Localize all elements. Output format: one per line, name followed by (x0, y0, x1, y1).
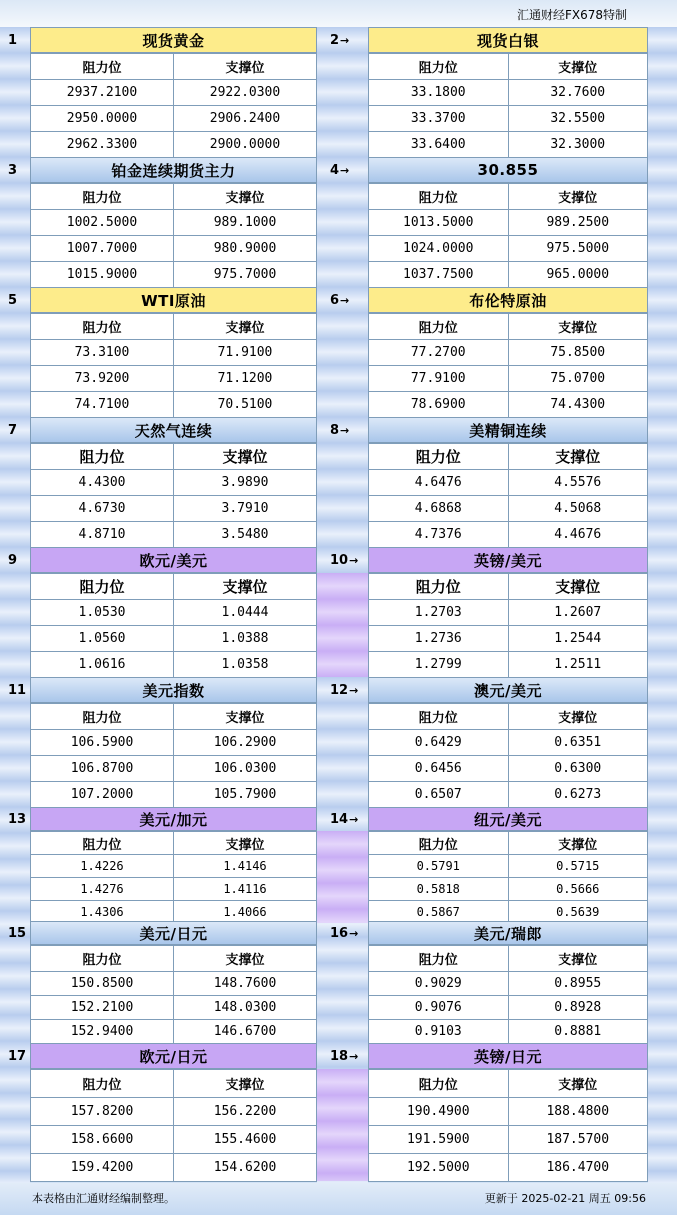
resistance-value: 4.6868 (369, 496, 509, 522)
support-value: 3.9890 (174, 470, 317, 496)
resistance-value: 192.5000 (369, 1154, 509, 1182)
table-row (369, 626, 648, 652)
table-row (31, 210, 317, 236)
section-number (330, 1043, 368, 1069)
resistance-value: 1.0530 (31, 600, 174, 626)
section-title: 布伦特原油 (368, 287, 648, 313)
resistance-value: 0.6429 (369, 730, 509, 756)
table-row (31, 1154, 317, 1182)
quote-table (368, 53, 648, 158)
section-title: 美元/加元 (30, 807, 317, 831)
resistance-value: 0.6507 (369, 782, 509, 808)
support-value: 4.5576 (508, 470, 648, 496)
table-row (31, 1020, 317, 1044)
support-header: 支撑位 (508, 54, 648, 80)
resistance-value: 74.7100 (31, 392, 174, 418)
support-header: 支撑位 (174, 574, 317, 600)
resistance-header: 阻力位 (369, 574, 509, 600)
support-value: 188.4800 (508, 1098, 648, 1126)
quote-table (368, 183, 648, 288)
resistance-value: 1.4276 (31, 878, 174, 901)
resistance-value: 2950.0000 (31, 106, 174, 132)
resistance-value: 107.2000 (31, 782, 174, 808)
table-row (31, 730, 317, 756)
table-row (369, 1154, 648, 1182)
quote-table (368, 1069, 648, 1182)
support-value: 156.2200 (174, 1098, 317, 1126)
support-value: 2900.0000 (174, 132, 317, 158)
table-row (31, 756, 317, 782)
table-row (31, 366, 317, 392)
support-header: 支撑位 (174, 54, 317, 80)
support-value: 0.6273 (508, 782, 648, 808)
support-value: 71.9100 (174, 340, 317, 366)
resistance-value: 158.6600 (31, 1126, 174, 1154)
support-header: 支撑位 (508, 832, 648, 855)
table-row (31, 470, 317, 496)
resistance-value: 33.1800 (369, 80, 509, 106)
table-row (369, 210, 648, 236)
resistance-value: 1002.5000 (31, 210, 174, 236)
arrow-right-icon: → (340, 293, 350, 307)
support-value: 75.0700 (508, 366, 648, 392)
support-value: 4.5068 (508, 496, 648, 522)
section-number-text: 7 (8, 422, 18, 438)
section-number (330, 921, 368, 945)
table-row (369, 106, 648, 132)
middle-accent-strip (317, 573, 368, 677)
section-number-text: 10 (330, 552, 349, 568)
support-value: 980.9000 (174, 236, 317, 262)
resistance-value: 106.8700 (31, 756, 174, 782)
support-value: 1.0358 (174, 652, 317, 678)
table-row (369, 496, 648, 522)
support-value: 75.8500 (508, 340, 648, 366)
section-number (8, 547, 30, 573)
support-header: 支撑位 (174, 184, 317, 210)
resistance-value: 190.4900 (369, 1098, 509, 1126)
middle-accent-strip (317, 1069, 368, 1181)
table-row (369, 1098, 648, 1126)
section-number-text: 17 (8, 1048, 27, 1064)
section-number (330, 27, 368, 53)
resistance-header: 阻力位 (31, 704, 174, 730)
support-header: 支撑位 (508, 574, 648, 600)
support-header: 支撑位 (174, 704, 317, 730)
resistance-value: 33.6400 (369, 132, 509, 158)
section-number (8, 921, 30, 945)
table-row (369, 972, 648, 996)
arrow-right-icon: → (349, 1049, 359, 1063)
section-title: 现货黄金 (30, 27, 317, 53)
support-value: 32.3000 (508, 132, 648, 158)
support-value: 0.6351 (508, 730, 648, 756)
resistance-header: 阻力位 (31, 444, 174, 470)
table-row (31, 106, 317, 132)
resistance-value: 0.5867 (369, 901, 509, 924)
resistance-value: 1037.7500 (369, 262, 509, 288)
resistance-header: 阻力位 (31, 574, 174, 600)
support-header: 支撑位 (508, 946, 648, 972)
table-row (31, 132, 317, 158)
update-time: 更新于 2025-02-21 周五 09:56 (484, 1192, 646, 1205)
section-title: 澳元/美元 (368, 677, 648, 703)
support-value: 1.4146 (174, 855, 317, 878)
table-row (369, 522, 648, 548)
table-row (31, 972, 317, 996)
section-number-text: 13 (8, 811, 27, 827)
table-row (369, 80, 648, 106)
support-header: 支撑位 (174, 444, 317, 470)
table-row (369, 730, 648, 756)
resistance-value: 191.5900 (369, 1126, 509, 1154)
resistance-value: 1.0560 (31, 626, 174, 652)
resistance-value: 1013.5000 (369, 210, 509, 236)
support-value: 148.7600 (174, 972, 317, 996)
resistance-value: 1007.7000 (31, 236, 174, 262)
resistance-value: 1.2703 (369, 600, 509, 626)
resistance-value: 159.4200 (31, 1154, 174, 1182)
support-value: 70.5100 (174, 392, 317, 418)
resistance-value: 4.6476 (369, 470, 509, 496)
resistance-header: 阻力位 (369, 314, 509, 340)
section-title: 美元指数 (30, 677, 317, 703)
resistance-value: 77.9100 (369, 366, 509, 392)
support-header: 支撑位 (508, 444, 648, 470)
section-title: 欧元/日元 (30, 1043, 317, 1069)
section-number (330, 287, 368, 313)
resistance-value: 4.8710 (31, 522, 174, 548)
quote-table (30, 573, 317, 678)
support-value: 74.4300 (508, 392, 648, 418)
section-number-text: 1 (8, 32, 18, 48)
section-number-text: 15 (8, 925, 27, 941)
section-number-text: 14 (330, 811, 349, 827)
support-header: 支撑位 (174, 832, 317, 855)
section-number (8, 1043, 30, 1069)
support-value: 1.2511 (508, 652, 648, 678)
support-value: 146.6700 (174, 1020, 317, 1044)
resistance-value: 73.3100 (31, 340, 174, 366)
section-number (8, 677, 30, 703)
resistance-value: 4.6730 (31, 496, 174, 522)
table-row (31, 1126, 317, 1154)
footer-note: 本表格由汇通财经编制整理。 (32, 1192, 175, 1205)
top-bar (0, 0, 677, 27)
table-row (369, 236, 648, 262)
resistance-value: 0.9076 (369, 996, 509, 1020)
quote-table (30, 945, 317, 1044)
right-decor-strip (648, 27, 677, 1183)
resistance-header: 阻力位 (369, 54, 509, 80)
section-number-text: 8 (330, 422, 340, 438)
support-value: 1.2544 (508, 626, 648, 652)
quote-table (30, 53, 317, 158)
table-row (31, 878, 317, 901)
section-number (330, 547, 368, 573)
table-row (31, 236, 317, 262)
section-number-text: 2 (330, 32, 340, 48)
support-value: 975.5000 (508, 236, 648, 262)
section-title: 英镑/日元 (368, 1043, 648, 1069)
support-header: 支撑位 (174, 1070, 317, 1098)
resistance-value: 0.5818 (369, 878, 509, 901)
section-title: 天然气连续 (30, 417, 317, 443)
support-value: 3.5480 (174, 522, 317, 548)
table-row (369, 132, 648, 158)
resistance-value: 4.4300 (31, 470, 174, 496)
arrow-right-icon: → (340, 423, 350, 437)
support-header: 支撑位 (508, 704, 648, 730)
resistance-value: 152.9400 (31, 1020, 174, 1044)
quote-table (368, 573, 648, 678)
resistance-value: 33.3700 (369, 106, 509, 132)
table-row (369, 1126, 648, 1154)
resistance-value: 2937.2100 (31, 80, 174, 106)
table-row (369, 340, 648, 366)
support-value: 106.2900 (174, 730, 317, 756)
section-number (330, 807, 368, 831)
table-row (31, 652, 317, 678)
support-value: 105.7900 (174, 782, 317, 808)
support-value: 0.8955 (508, 972, 648, 996)
resistance-value: 1.2799 (369, 652, 509, 678)
support-value: 4.4676 (508, 522, 648, 548)
table-row (31, 392, 317, 418)
resistance-header: 阻力位 (369, 946, 509, 972)
table-row (31, 855, 317, 878)
quote-table (368, 313, 648, 418)
middle-accent-strip (317, 831, 368, 923)
support-value: 0.5666 (508, 878, 648, 901)
quote-table (368, 831, 648, 924)
support-header: 支撑位 (508, 314, 648, 340)
section-number-text: 9 (8, 552, 18, 568)
resistance-value: 1024.0000 (369, 236, 509, 262)
support-value: 0.5639 (508, 901, 648, 924)
section-title: 铂金连续期货主力 (30, 157, 317, 183)
arrow-right-icon: → (349, 812, 359, 826)
resistance-header: 阻力位 (369, 184, 509, 210)
support-value: 186.4700 (508, 1154, 648, 1182)
section-number (8, 27, 30, 53)
section-number (8, 287, 30, 313)
footer (0, 1183, 677, 1215)
resistance-header: 阻力位 (31, 314, 174, 340)
section-number-text: 5 (8, 292, 18, 308)
support-value: 0.5715 (508, 855, 648, 878)
support-value: 187.5700 (508, 1126, 648, 1154)
table-row (369, 652, 648, 678)
quote-table (30, 443, 317, 548)
table-row (369, 470, 648, 496)
support-value: 2906.2400 (174, 106, 317, 132)
table-row (369, 600, 648, 626)
quote-table (30, 1069, 317, 1182)
section-title: 美元/瑞郎 (368, 921, 648, 945)
table-row (31, 996, 317, 1020)
arrow-right-icon: → (340, 163, 350, 177)
table-row (369, 855, 648, 878)
resistance-header: 阻力位 (369, 444, 509, 470)
table-row (31, 600, 317, 626)
resistance-header: 阻力位 (31, 946, 174, 972)
support-value: 989.1000 (174, 210, 317, 236)
table-row (31, 1098, 317, 1126)
support-value: 3.7910 (174, 496, 317, 522)
quote-table (30, 831, 317, 924)
section-number (330, 417, 368, 443)
quote-table (368, 703, 648, 808)
resistance-value: 77.2700 (369, 340, 509, 366)
resistance-value: 0.5791 (369, 855, 509, 878)
support-value: 155.4600 (174, 1126, 317, 1154)
arrow-right-icon: → (349, 683, 359, 697)
section-title: WTI原油 (30, 287, 317, 313)
resistance-value: 0.9103 (369, 1020, 509, 1044)
quote-table (368, 443, 648, 548)
brand-label: 汇通财经FX678特制 (516, 8, 627, 22)
resistance-header: 阻力位 (31, 184, 174, 210)
table-row (369, 392, 648, 418)
section-number (330, 157, 368, 183)
table-row (369, 878, 648, 901)
support-value: 1.2607 (508, 600, 648, 626)
resistance-value: 1.2736 (369, 626, 509, 652)
section-number-text: 12 (330, 682, 349, 698)
resistance-header: 阻力位 (369, 1070, 509, 1098)
table-row (31, 340, 317, 366)
quote-table (30, 313, 317, 418)
section-title: 纽元/美元 (368, 807, 648, 831)
section-number-text: 3 (8, 162, 18, 178)
support-value: 32.5500 (508, 106, 648, 132)
arrow-right-icon: → (349, 553, 359, 567)
support-value: 148.0300 (174, 996, 317, 1020)
table-row (369, 262, 648, 288)
section-title: 美元/日元 (30, 921, 317, 945)
arrow-right-icon: → (349, 926, 359, 940)
table-row (31, 626, 317, 652)
table-row (31, 262, 317, 288)
support-value: 0.6300 (508, 756, 648, 782)
table-row (369, 782, 648, 808)
resistance-value: 157.8200 (31, 1098, 174, 1126)
section-title: 英镑/美元 (368, 547, 648, 573)
resistance-value: 1.0616 (31, 652, 174, 678)
support-value: 965.0000 (508, 262, 648, 288)
table-row (369, 1020, 648, 1044)
resistance-header: 阻力位 (31, 1070, 174, 1098)
arrow-right-icon: → (340, 33, 350, 47)
section-number (8, 157, 30, 183)
table-row (369, 366, 648, 392)
resistance-value: 78.6900 (369, 392, 509, 418)
section-number-text: 11 (8, 682, 27, 698)
resistance-header: 阻力位 (369, 704, 509, 730)
support-value: 71.1200 (174, 366, 317, 392)
table-row (31, 80, 317, 106)
support-header: 支撑位 (174, 946, 317, 972)
section-title: 美精铜连续 (368, 417, 648, 443)
resistance-value: 152.2100 (31, 996, 174, 1020)
table-row (31, 782, 317, 808)
support-header: 支撑位 (174, 314, 317, 340)
resistance-value: 0.9029 (369, 972, 509, 996)
section-number (8, 417, 30, 443)
table-row (31, 522, 317, 548)
section-title: 现货白银 (368, 27, 648, 53)
support-value: 1.0444 (174, 600, 317, 626)
resistance-value: 2962.3300 (31, 132, 174, 158)
support-value: 1.4116 (174, 878, 317, 901)
resistance-header: 阻力位 (369, 832, 509, 855)
support-value: 1.4066 (174, 901, 317, 924)
table-row (369, 756, 648, 782)
section-number (8, 807, 30, 831)
support-value: 2922.0300 (174, 80, 317, 106)
quote-table (368, 945, 648, 1044)
support-value: 0.8881 (508, 1020, 648, 1044)
resistance-value: 1015.9000 (31, 262, 174, 288)
quote-table (30, 703, 317, 808)
support-header: 支撑位 (508, 1070, 648, 1098)
section-title: 欧元/美元 (30, 547, 317, 573)
support-value: 0.8928 (508, 996, 648, 1020)
section-number-text: 4 (330, 162, 340, 178)
support-value: 106.0300 (174, 756, 317, 782)
section-number-text: 18 (330, 1048, 349, 1064)
resistance-value: 106.5900 (31, 730, 174, 756)
quote-table (30, 183, 317, 288)
section-number (330, 677, 368, 703)
section-number-text: 16 (330, 925, 349, 941)
left-decor-strip (0, 27, 30, 1183)
section-title: 30.855 (368, 157, 648, 183)
resistance-header: 阻力位 (31, 54, 174, 80)
support-value: 975.7000 (174, 262, 317, 288)
support-header: 支撑位 (508, 184, 648, 210)
resistance-value: 150.8500 (31, 972, 174, 996)
resistance-header: 阻力位 (31, 832, 174, 855)
resistance-value: 73.9200 (31, 366, 174, 392)
table-row (369, 996, 648, 1020)
section-number-text: 6 (330, 292, 340, 308)
support-value: 989.2500 (508, 210, 648, 236)
resistance-value: 1.4226 (31, 855, 174, 878)
support-value: 154.6200 (174, 1154, 317, 1182)
support-value: 1.0388 (174, 626, 317, 652)
resistance-value: 4.7376 (369, 522, 509, 548)
resistance-value: 1.4306 (31, 901, 174, 924)
table-row (31, 496, 317, 522)
resistance-value: 0.6456 (369, 756, 509, 782)
support-value: 32.7600 (508, 80, 648, 106)
